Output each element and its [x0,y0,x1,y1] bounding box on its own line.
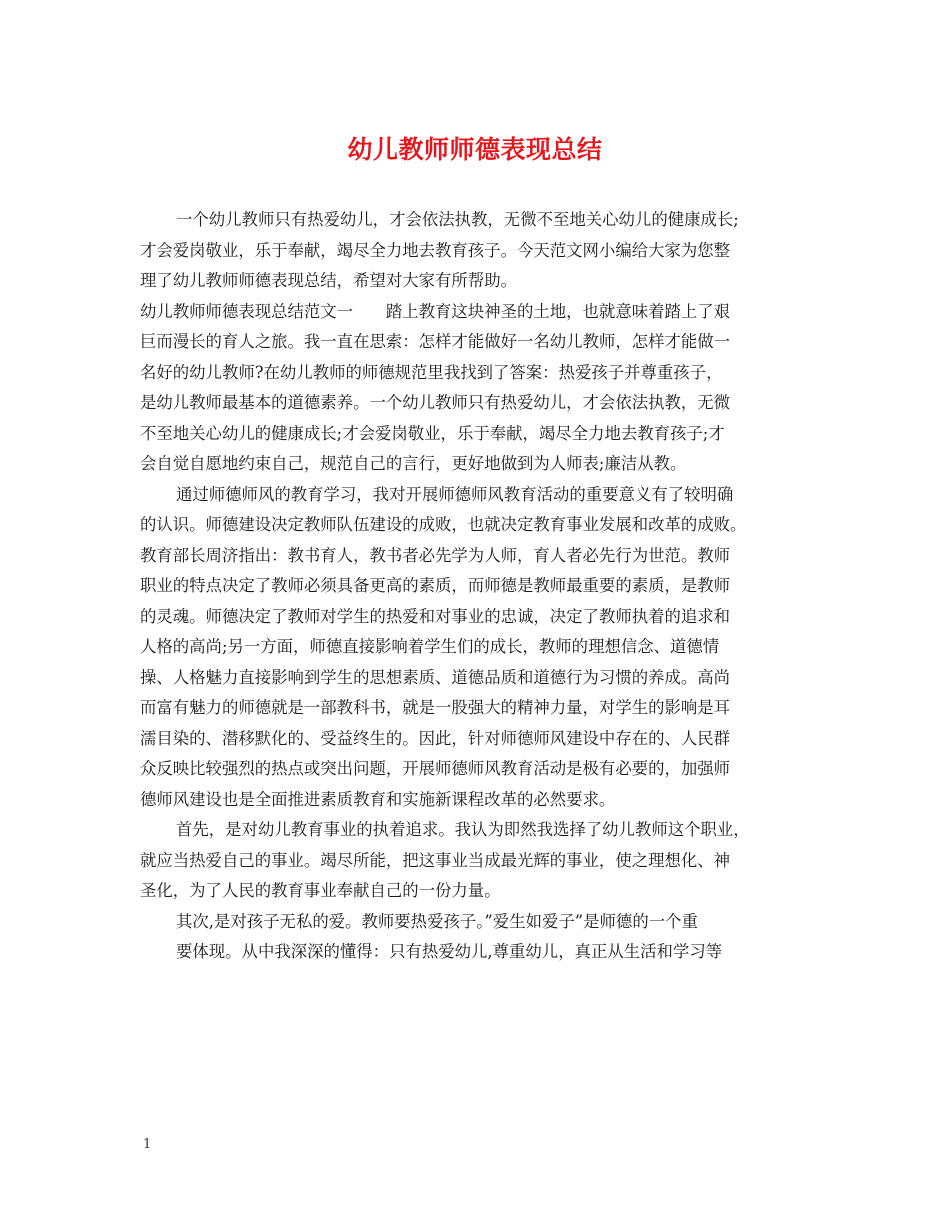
text-line: 巨而漫长的育人之旅。我一直在思索：怎样才能做好一名幼儿教师，怎样才能做一 [140,332,731,351]
page-number: 1 [143,1137,152,1152]
text-line: 是幼儿教师最基本的道德素养。一个幼儿教师只有热爱幼儿，才会依法执教，无微 [140,393,731,412]
document-body [140,205,830,968]
text-line: 的灵魂。师德决定了教师对学生的热爱和对事业的忠诚，决定了教师执着的追求和 [140,606,731,626]
text-line: 濡目染的、潜移默化的、受益终生的。因此，针对师德师风建设中存在的、人民群 [140,728,731,748]
text-line: 通过师德师风的教育学习，我对开展师德师风教育活动的重要意义有了较明确 [176,484,734,504]
text-line: 操、人格魅力直接影响到学生的思想素质、道德品质和道德行为习惯的养成。高尚 [140,667,731,687]
text-line: 圣化，为了人民的教育事业奉献自己的一份力量。 [140,881,501,900]
text-line: 众反映比较强烈的热点或突出问题，开展师德师风教育活动是极有必要的，加强师 [140,759,731,778]
text-line: 名好的幼儿教师?在幼儿教师的师德规范里我找到了答案：热爱孩子并尊重孩子， [140,362,723,382]
text-line: 就应当热爱自己的事业。竭尽所能，把这事业当成最光辉的事业，使之理想化、神 [140,850,731,870]
text-line: 首先，是对幼儿教育事业的执着追求。我认为即然我选择了幼儿教师这个职业， [176,820,750,839]
text-line: 其次,是对孩子无私的爱。教师要热爱孩子。”爱生如爱子”是师德的一个重 [176,911,698,931]
text-line: 的认识。师德建设决定教师队伍建设的成败，也就决定教育事业发展和改革的成败。 [140,515,747,534]
text-line: 理了幼儿教师师德表现总结，希望对大家有所帮助。 [140,271,517,290]
text-line: 会自觉自愿地约束自己，规范自己的言行，更好地做到为人师表;廉洁从教。 [140,454,687,473]
document-title: 幼儿教师师德表现总结 [347,135,603,164]
text-line: 人格的高尚;另一方面，师德直接影响着学生们的成长，教师的理想信念、道德情 [140,637,720,656]
text-line: 一个幼儿教师只有热爱幼儿，才会依法执教，无微不至地关心幼儿的健康成长; [176,210,739,229]
text-line: 要体现。从中我深深的懂得：只有热爱幼儿,尊重幼儿，真正从生活和学习等 [176,942,723,961]
text-line: 而富有魅力的师德就是一部教科书，就是一股强大的精神力量，对学生的影响是耳 [140,698,731,717]
text-line: 德师风建设也是全面推进素质教育和实施新课程改革的必然要求。 [140,789,616,809]
text-line: 幼儿教师师德表现总结范文一 踏上教育这块神圣的土地，也就意味着踏上了艰 [140,301,731,321]
text-line: 教育部长周济指出：教书育人，教书者必先学为人师，育人者必先行为世范。教师 [140,545,731,565]
text-line: 才会爱岗敬业，乐于奉献，竭尽全力地去教育孩子。今天范文网小编给大家为您整 [140,240,731,260]
text-line: 职业的特点决定了教师必须具备更高的素质，而师德是教师最重要的素质，是教师 [140,576,731,595]
text-line: 不至地关心幼儿的健康成长;才会爱岗敬业，乐于奉献，竭尽全力地去教育孩子;才 [140,423,725,443]
